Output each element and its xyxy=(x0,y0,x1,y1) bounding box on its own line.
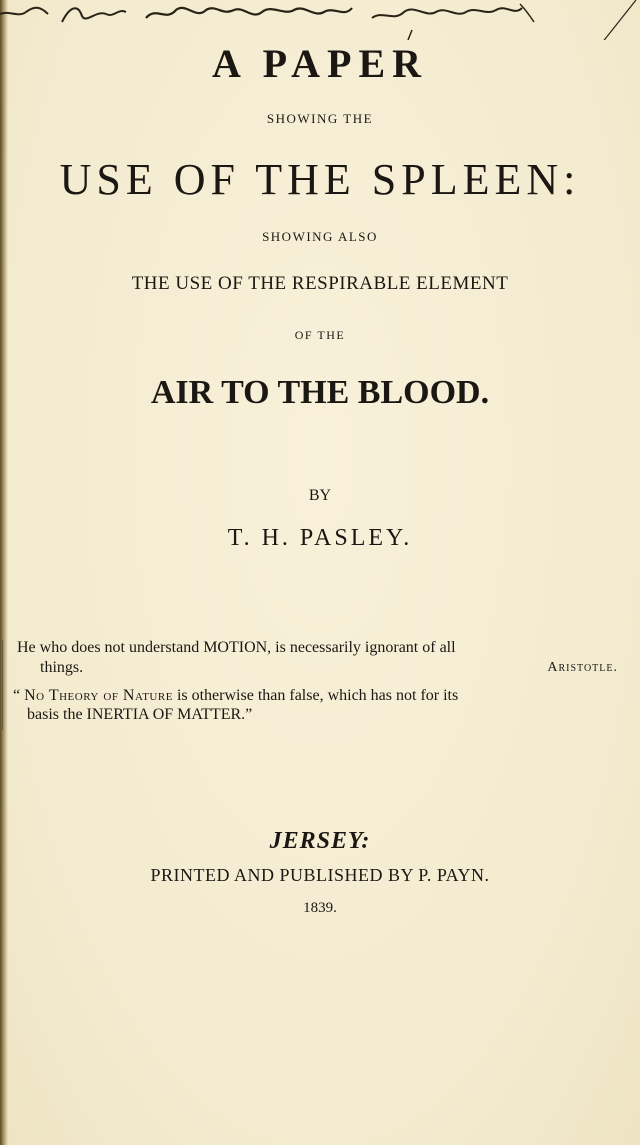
epigraph-2-open-quote: “ xyxy=(13,687,25,704)
epigraph-1-attribution: Aristotle. xyxy=(547,660,618,675)
margin-rule xyxy=(2,640,3,730)
main-title: USE OF THE SPLEEN: xyxy=(59,155,581,204)
byline-label: BY xyxy=(308,487,332,504)
epigraph-1-line-2: things. xyxy=(40,659,84,676)
imprint-printer: PRINTED AND PUBLISHED BY P. PAYN. xyxy=(150,865,490,885)
title-line-showing-the: SHOWING THE xyxy=(266,111,374,126)
epigraph-1-line-1: He who does not understand MOTION, is necessarily ignorant of all xyxy=(17,639,456,656)
author-name: T. H. PASLEY. xyxy=(227,525,413,551)
epigraph-2-line-1-rest: is otherwise than false, which has not for its xyxy=(172,687,459,704)
imprint-year: 1839. xyxy=(303,900,337,916)
epigraph-2-smallcaps-phrase: No Theory of Nature xyxy=(24,687,173,704)
epigraph-2-line-1 xyxy=(10,686,625,705)
title-line-showing-also: SHOWING ALSO xyxy=(262,229,378,244)
handwritten-inscription xyxy=(0,0,640,40)
imprint-place: JERSEY: xyxy=(269,828,371,854)
title-line-of-the: OF THE xyxy=(294,328,346,342)
epigraph-2-line-2: basis the INERTIA OF MATTER.” xyxy=(27,706,253,723)
title-line-a-paper: A PAPER xyxy=(211,41,429,86)
subtitle-respirable-element: THE USE OF THE RESPIRABLE ELEMENT xyxy=(131,273,509,294)
subtitle-air-to-the-blood: AIR TO THE BLOOD. xyxy=(150,374,490,411)
